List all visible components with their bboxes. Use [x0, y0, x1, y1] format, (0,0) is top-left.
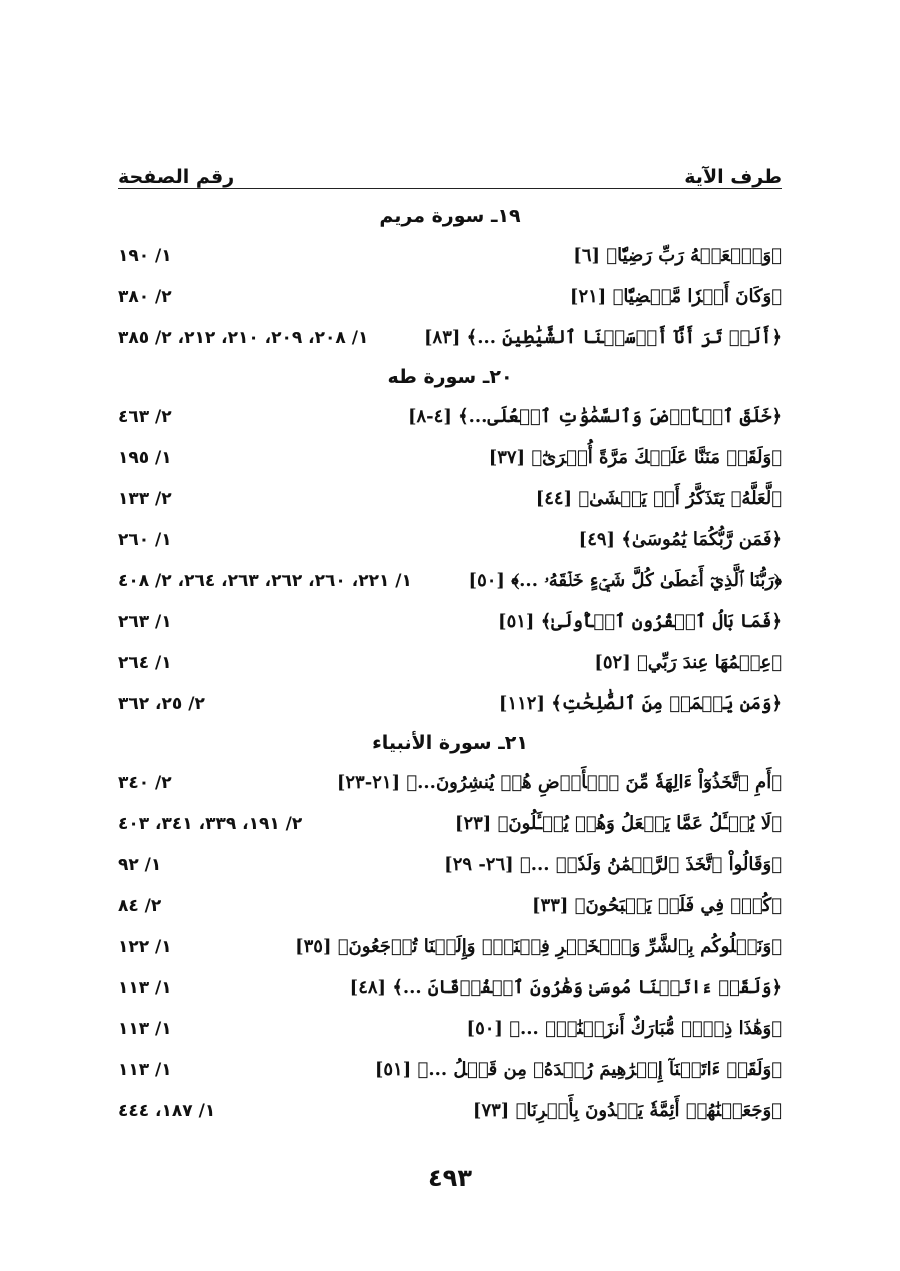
ayah-text: ﴿وَكَانَ أَمۡرٗا مَّقۡضِيّٗا﴾ [٢١]: [569, 286, 782, 307]
index-row: [118, 560, 782, 601]
ayah-text: ﴿وَٱجۡعَلۡهُ رَبِّ رَضِيّٗا﴾ [٦]: [573, 245, 782, 266]
page-reference: ١/ ١٩٥: [118, 447, 172, 468]
ayah-text: ﴿لَا يُسۡـَٔلُ عَمَّا يَفۡعَلُ وَهُمۡ يُسۡـَٔلُونَ﴾ [٢٣]: [454, 813, 782, 834]
ayah-text: ﴿أَلَمۡ تَرَ أَنَّآ أَرۡسَلۡنَا ٱلشَّيَٰطِينَ ...﴾ [٨٣]: [424, 327, 782, 348]
index-row: [118, 396, 782, 437]
index-row: [118, 926, 782, 967]
page-number: ٤٩٣: [428, 1164, 472, 1192]
index-row: [118, 317, 782, 358]
index-row: [118, 803, 782, 844]
page-reference: ١/ ٢٠٨، ٢٠٩، ٢١٠، ٢١٢، ٢/ ٣٨٥: [118, 327, 369, 348]
page-reference: ٢/ ٣٤٠: [118, 772, 172, 793]
surah-section-anbiya: [118, 724, 782, 1131]
header-rule: [118, 188, 782, 189]
ayah-text: ﴿وَمَن يَعۡمَلۡ مِنَ ٱلصَّٰلِحَٰتِ﴾ [١١٢]: [498, 693, 782, 714]
index-row: [118, 844, 782, 885]
index-row: [118, 762, 782, 803]
ayah-text: ﴿وَجَعَلۡنَٰهُمۡ أَئِمَّةٗ يَهۡدُونَ بِأَمۡرِنَا﴾ [٧٣]: [472, 1100, 782, 1121]
page-reference: ١/ ٢٦٤: [118, 652, 172, 673]
index-row: [118, 235, 782, 276]
surah-title: ١٩ـ سورة مريم: [379, 205, 521, 227]
surah-title: ٢٠ـ سورة طه: [387, 366, 513, 388]
index-row: [118, 1090, 782, 1131]
page-column-title: رقم الصفحة: [118, 166, 235, 188]
ayah-text: ﴿كُلّٞ فِي فَلَكٖ يَسۡبَحُونَ﴾ [٣٣]: [532, 895, 782, 916]
surah-section-taha: [118, 358, 782, 724]
page-reference: ٢/ ٢٥، ٣٦٢: [118, 693, 205, 714]
ayah-text: ﴿وَلَقَدۡ ءَاتَيۡنَا مُوسَىٰ وَهَٰرُونَ ٱلۡفُرۡقَانَ ...﴾ [٤٨]: [349, 977, 782, 998]
index-row: [118, 276, 782, 317]
index-row: [118, 642, 782, 683]
index-row: [118, 478, 782, 519]
ayah-text: ﴿وَهَٰذَا ذِكۡرٞ مُّبَارَكٌ أَنزَلۡنَٰهُۚ ...﴾ [٥٠]: [466, 1018, 782, 1039]
page-reference: ٢/ ١٩١، ٣٣٩، ٣٤١، ٤٠٣: [118, 813, 303, 834]
page-reference: ١/ ١٢٢: [118, 936, 172, 957]
index-row: [118, 967, 782, 1008]
page-reference: ١/ ١١٣: [118, 1018, 172, 1039]
column-header: [118, 150, 782, 188]
page-reference: ١/ ١٩٠: [118, 245, 172, 266]
surah-section-maryam: [118, 197, 782, 358]
page-reference: ١/ ١١٣: [118, 977, 172, 998]
page-reference: ١/ ١١٣: [118, 1059, 172, 1080]
ayah-text: ﴿وَلَقَدۡ مَنَنَّا عَلَيۡكَ مَرَّةً أُخۡرَىٰٓ﴾ [٣٧]: [488, 447, 782, 468]
ayah-text: ﴿أَمِ ٱتَّخَذُوٓاْ ءَالِهَةٗ مِّنَ ٱلۡأَرۡضِ هُمۡ يُنشِرُونَ...﴾ [٢١-٢٣]: [336, 772, 782, 793]
ayah-text: ﴿خَلَقَ ٱلۡأَرۡضَ وَٱلسَّمَٰوَٰتِ ٱلۡعُلَى...﴾ [٤-٨]: [407, 406, 782, 427]
ayah-text: ﴿وَنَبۡلُوكُم بِٱلشَّرِّ وَٱلۡخَيۡرِ فِتۡنَةٗۖ وَإِلَيۡنَا تُرۡجَعُونَ﴾ [٣٥]: [295, 936, 782, 957]
index-row: [118, 601, 782, 642]
ayah-text: ﴿فَمَا بَالُ ٱلۡقُرُونِ ٱلۡأُولَىٰ﴾ [٥١]: [498, 611, 782, 632]
page-reference: ٢/ ٣٨٠: [118, 286, 172, 307]
index-row: [118, 519, 782, 560]
index-row: [118, 1049, 782, 1090]
index-page: [118, 150, 782, 1131]
page-reference: ١/ ٢٢١، ٢٦٠، ٢٦٢، ٢٦٣، ٢٦٤، ٢/ ٤٠٨: [118, 570, 412, 591]
page-reference: ١/ ٩٢: [118, 854, 162, 875]
ayah-text: ﴿عِلۡمُهَا عِندَ رَبِّي﴾ [٥٢]: [594, 652, 782, 673]
index-row: [118, 683, 782, 724]
surah-title: ٢١ـ سورة الأنبياء: [372, 732, 528, 754]
index-row: [118, 437, 782, 478]
ayah-text: ﴿فَمَن رَّبُّكُمَا يَٰمُوسَىٰ﴾ [٤٩]: [578, 529, 782, 550]
page-reference: ١/ ٢٦٣: [118, 611, 172, 632]
page-reference: ٢/ ٤٦٣: [118, 406, 172, 427]
page-reference: ١/ ١٨٧، ٤٤٤: [118, 1100, 216, 1121]
ayah-text: ﴿رَبُّنَا ٱلَّذِيٓ أَعۡطَىٰ كُلَّ شَيۡءٍ خَلۡقَهُۥ ...﴾ [٥٠]: [468, 570, 782, 591]
ayah-text: ﴿وَلَقَدۡ ءَاتَيۡنَآ إِبۡرَٰهِيمَ رُشۡدَهُۥ مِن قَبۡلُ ...﴾ [٥١]: [374, 1059, 782, 1080]
ayah-text: ﴿لَّعَلَّهُۥ يَتَذَكَّرُ أَوۡ يَخۡشَىٰ﴾ [٤٤]: [535, 488, 782, 509]
index-row: [118, 885, 782, 926]
page-reference: ١/ ٢٦٠: [118, 529, 172, 550]
page-reference: ٢/ ١٣٣: [118, 488, 172, 509]
ayah-column-title: طرف الآية: [684, 166, 782, 188]
index-row: [118, 1008, 782, 1049]
page-reference: ٢/ ٨٤: [118, 895, 162, 916]
ayah-text: ﴿وَقَالُواْ ٱتَّخَذَ ٱلرَّحۡمَٰنُ وَلَدٗاۗ ...﴾ [٢٦- ٢٩]: [444, 854, 782, 875]
